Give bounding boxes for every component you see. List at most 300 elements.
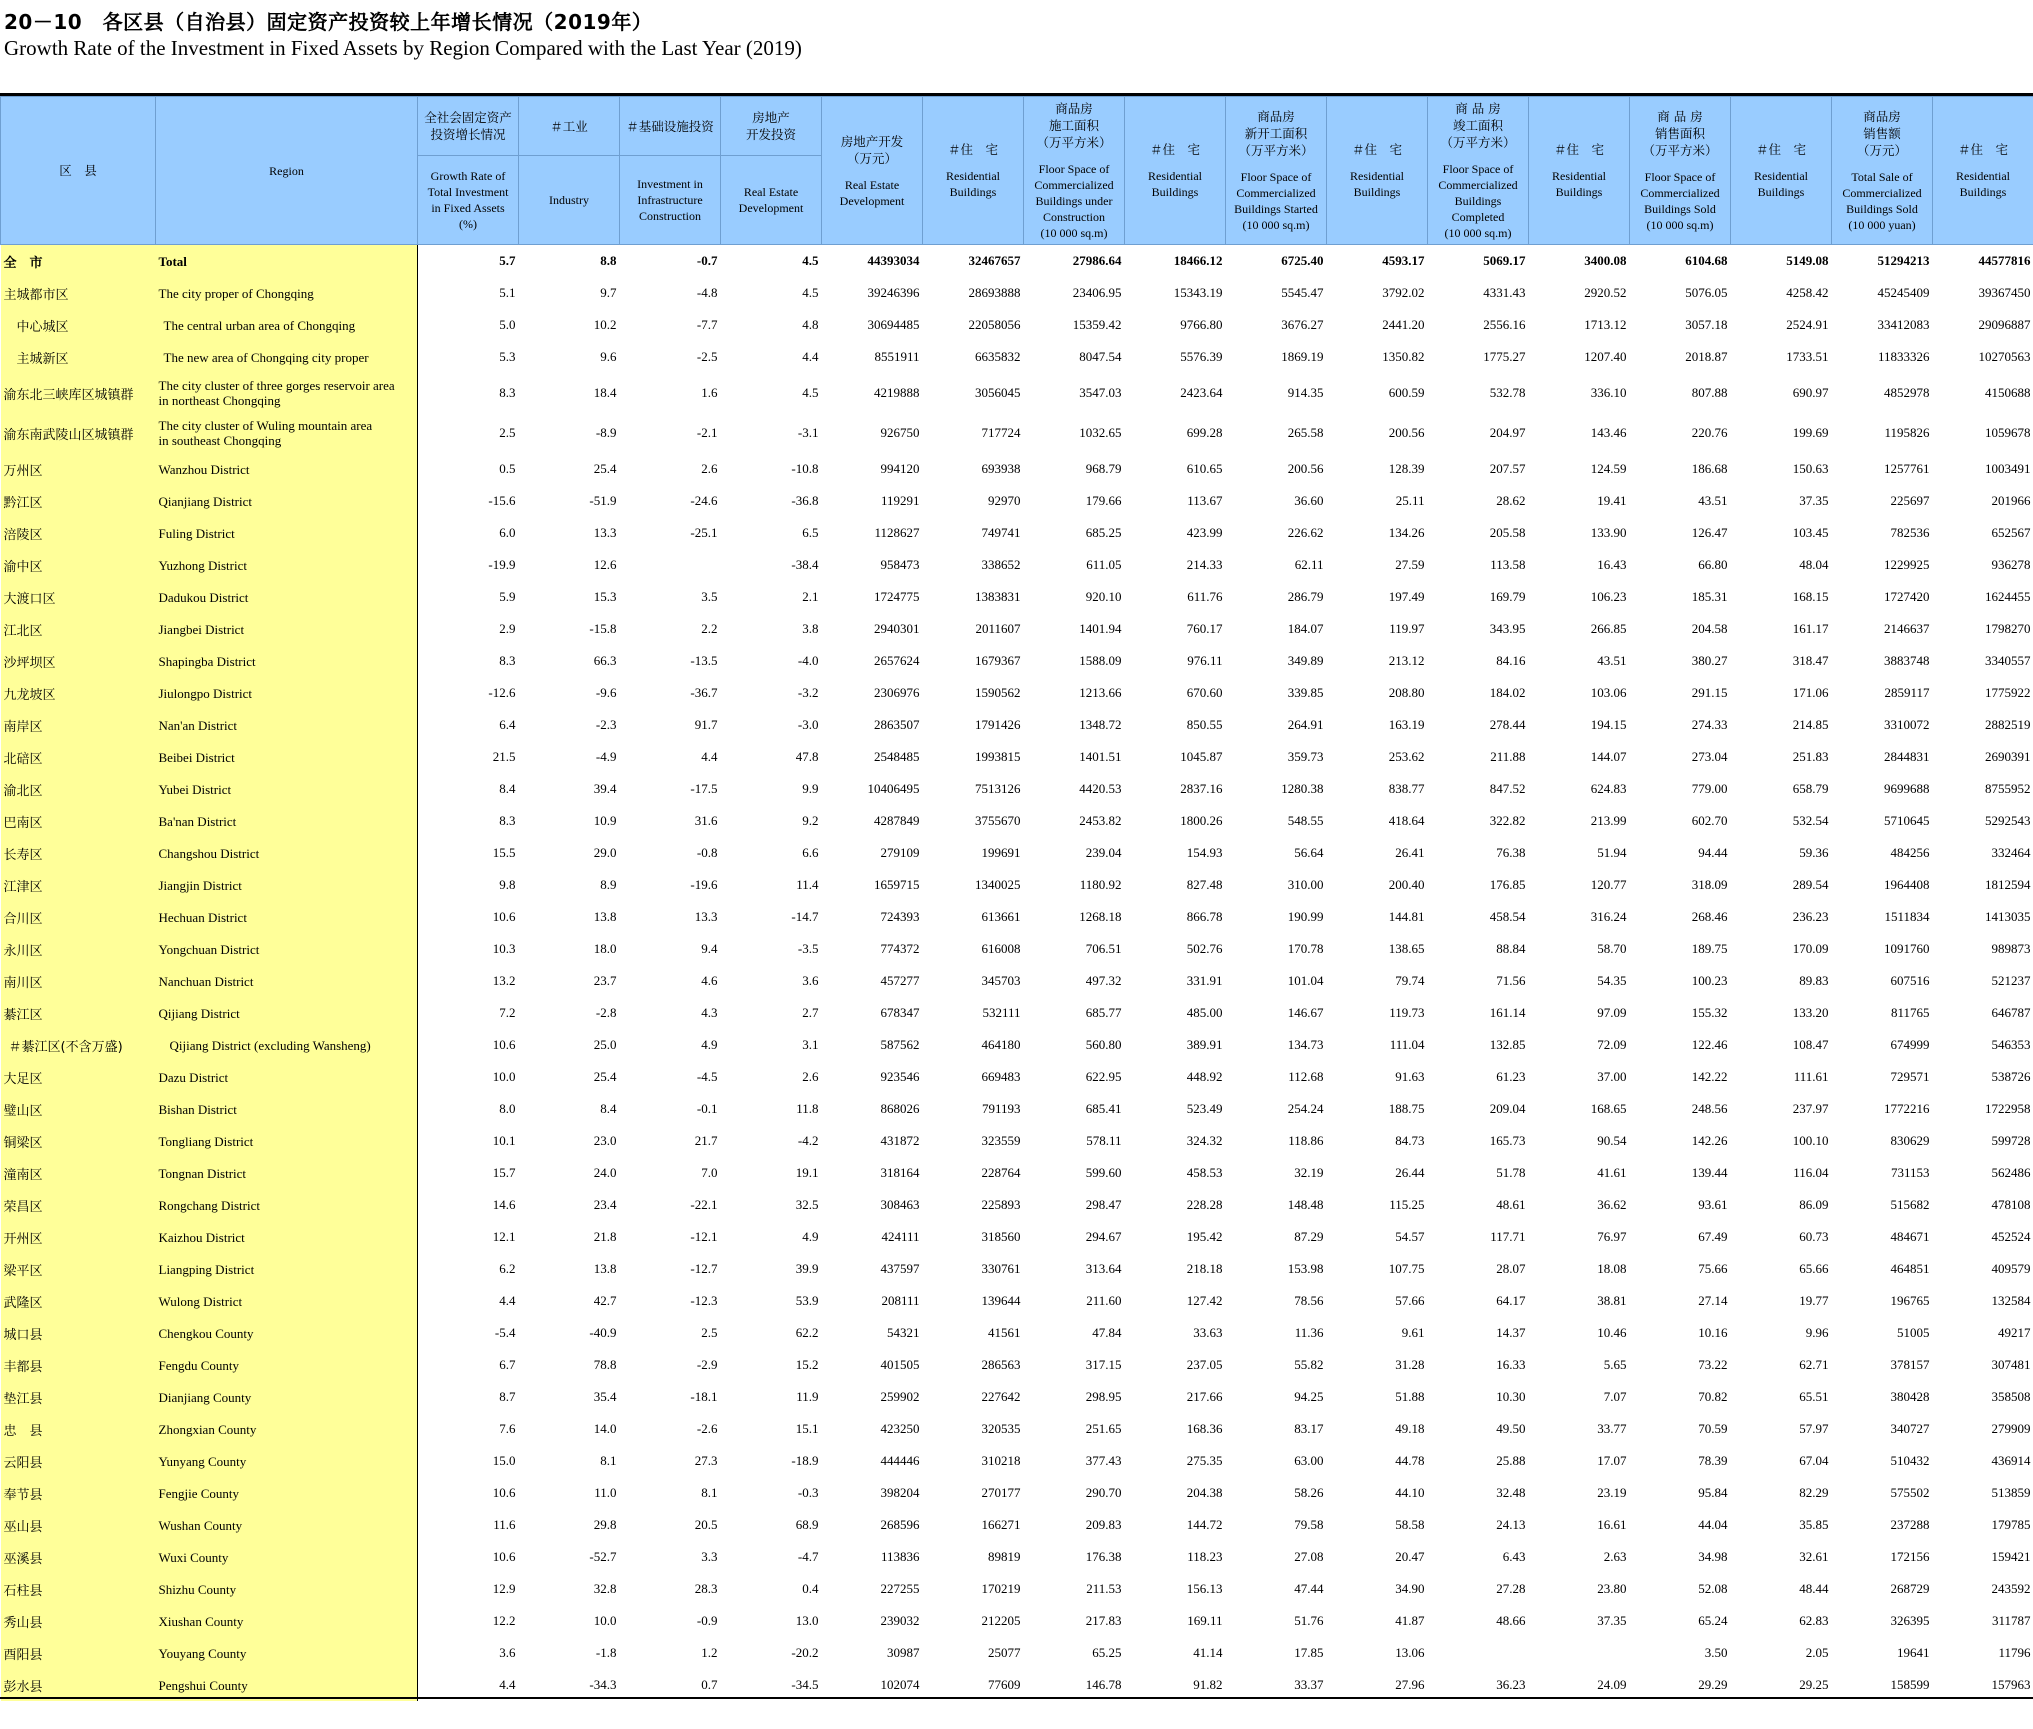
value-cell: 52.08 [1698,1581,1728,1596]
value-cell: 310218 [981,1453,1021,1468]
value-cell: 4.3 [701,1005,718,1020]
value-cell: 323559 [981,1133,1021,1148]
value-cell: 1775922 [1985,685,2031,700]
value-cell: 611.05 [1086,557,1122,572]
value-cell: 10.16 [1698,1325,1728,1340]
region-name-cn: 忠 县 [1,1413,156,1445]
header-col-13-en: Residential Buildings [1754,169,1808,199]
value-cell: 324.32 [1186,1133,1223,1148]
header-col-14 [1832,97,1933,245]
value-cell: 84.16 [1496,653,1526,668]
value-cell: 332464 [1991,845,2031,860]
value-cell: 2524.91 [1786,317,1829,332]
value-cell: 10.0 [593,1613,617,1628]
table-row [1,1541,2033,1573]
value-cell: 8.4 [499,781,516,796]
value-cell: 3057.18 [1685,317,1728,332]
value-cell: 29096887 [1978,317,2031,332]
header-col-8-cn: 商品房 新开工面积 （万平方米） [1238,109,1314,158]
value-cell: 207.57 [1489,461,1526,476]
value-cell: 2548485 [874,749,920,764]
value-cell: 3.6 [499,1645,516,1660]
value-cell: 9.4 [701,941,718,956]
value-cell: 34.98 [1698,1549,1728,1564]
value-cell: 28.07 [1496,1261,1526,1276]
value-cell: 21.7 [694,1133,718,1148]
value-cell: 1791426 [975,717,1021,732]
value-cell: 209.83 [1085,1517,1122,1532]
value-cell: 29.8 [593,1517,617,1532]
region-name-cn: 主城新区 [1,341,156,373]
region-name-en: Liangping District [156,1253,418,1285]
value-cell: -12.7 [690,1261,718,1276]
region-name-cn: 南岸区 [1,709,156,741]
value-cell: -15.6 [488,493,516,508]
value-cell: 5.1 [499,285,516,300]
value-cell: 538726 [1991,1069,2031,1084]
value-cell: 201966 [1991,493,2031,508]
value-cell: 607516 [1890,973,1930,988]
value-cell: 10.6 [492,1485,516,1500]
value-cell: 5576.39 [1180,349,1223,364]
value-cell: 133.20 [1792,1005,1829,1020]
value-cell: -4.7 [797,1549,819,1564]
value-cell: 25.4 [593,1069,617,1084]
bottom-rule [0,1697,2033,1699]
value-cell: 8.7 [499,1389,516,1404]
value-cell: 782536 [1890,525,1930,540]
value-cell: 25.88 [1496,1453,1526,1468]
value-cell: 811765 [1890,1005,1930,1020]
value-cell: -4.8 [696,285,718,300]
value-cell: 113.58 [1490,557,1526,572]
investment-growth-table [0,96,2033,1701]
value-cell: 331.91 [1186,973,1223,988]
value-cell: 75.66 [1698,1261,1728,1276]
value-cell: 58.58 [1395,1517,1425,1532]
value-cell: 5.65 [1603,1357,1627,1372]
region-name-en: Yongchuan District [156,933,418,965]
value-cell: 33.77 [1597,1421,1627,1436]
value-cell: 1059678 [1985,425,2031,440]
value-cell: 8047.54 [1079,349,1122,364]
table-row [1,805,2033,837]
table-body [1,245,2033,1702]
value-cell: 1401.51 [1079,749,1122,764]
value-cell: 82.29 [1799,1485,1829,1500]
value-cell: 11.36 [1294,1325,1324,1340]
value-cell: 33412083 [1877,317,1930,332]
table-row [1,965,2033,997]
value-cell: 239032 [880,1613,920,1628]
value-cell: 1.6 [701,385,718,400]
value-cell: 0.5 [499,461,516,476]
value-cell: 12.9 [492,1581,516,1596]
table-row [1,453,2033,485]
value-cell: -19.9 [488,557,516,572]
value-cell: 217.66 [1186,1389,1223,1404]
table-row [1,1445,2033,1477]
value-cell: 322.82 [1489,813,1526,828]
value-cell: 26.41 [1395,845,1425,860]
header-col-6 [1024,97,1125,245]
region-name-cn: 江北区 [1,613,156,645]
value-cell: 310.00 [1287,877,1324,892]
value-cell: 8755952 [1985,781,2031,796]
value-cell: -12.3 [690,1293,718,1308]
value-cell: 685.25 [1085,525,1122,540]
header-col-14-en: Total Sale of Commercialized Buildings Sold (10 000 yuan) [1842,170,1922,232]
table-row [1,1317,2033,1349]
header-col-8 [1226,97,1327,245]
value-cell: 24.13 [1496,1517,1526,1532]
region-name-cn: 永川区 [1,933,156,965]
value-cell: 169.11 [1187,1613,1223,1628]
value-cell: -22.1 [690,1197,718,1212]
table-row [1,677,2033,709]
value-cell: 270177 [981,1485,1021,1500]
value-cell: 49217 [1998,1325,2031,1340]
value-cell: 1180.92 [1079,877,1122,892]
value-cell: 3547.03 [1079,385,1122,400]
value-cell: 2863507 [874,717,920,732]
value-cell: 9.96 [1805,1325,1829,1340]
value-cell: 478108 [1991,1197,2031,1212]
value-cell: 989873 [1991,941,2031,956]
value-cell: 153.98 [1287,1261,1324,1276]
value-cell: 1032.65 [1079,425,1122,440]
value-cell: 11.4 [796,877,819,892]
value-cell: 48.44 [1799,1581,1829,1596]
value-cell: 18.4 [593,385,617,400]
value-cell: 409579 [1991,1261,2031,1276]
value-cell: 115.25 [1389,1197,1425,1212]
value-cell: 610.65 [1186,461,1223,476]
header-col-2-cn: ＃基础设施投资 [620,97,721,156]
value-cell: 204.97 [1489,425,1526,440]
value-cell: 9699688 [1884,781,1930,796]
value-cell: 36.62 [1597,1197,1627,1212]
value-cell: 485.00 [1186,1005,1223,1020]
value-cell: 10270563 [1978,349,2031,364]
value-cell: 10406495 [867,781,920,796]
value-cell: -40.9 [589,1325,617,1340]
value-cell: 139644 [981,1293,1021,1308]
value-cell: 91.7 [694,717,718,732]
value-cell: 1091760 [1884,941,1930,956]
table-row [1,709,2033,741]
value-cell: 60.73 [1799,1229,1829,1244]
value-cell: 27.28 [1496,1581,1526,1596]
value-cell: 1964408 [1884,877,1930,892]
value-cell: 6725.40 [1281,253,1324,268]
value-cell: 807.88 [1691,385,1728,400]
value-cell: 132584 [1991,1293,2031,1308]
value-cell: 86.09 [1799,1197,1829,1212]
value-cell: 4.9 [802,1229,819,1244]
value-cell: 41.14 [1193,1645,1223,1660]
header-col-13-cn: ＃住 宅 [1755,142,1806,157]
region-name-en: Dazu District [156,1061,418,1093]
value-cell: 25.0 [593,1037,617,1052]
value-cell: 706.51 [1085,941,1122,956]
value-cell: 48.04 [1799,557,1829,572]
value-cell: 294.67 [1085,1229,1122,1244]
value-cell: 1624455 [1985,589,2031,604]
value-cell: 44393034 [867,253,920,268]
value-cell: 16.61 [1597,1517,1627,1532]
region-name-en: Changshou District [156,837,418,869]
value-cell: 729571 [1890,1069,1930,1084]
value-cell: 57.97 [1799,1421,1829,1436]
header-col-10-cn: 商 品 房 竣工面积 （万平方米） [1440,101,1516,150]
value-cell: 71.56 [1496,973,1526,988]
value-cell: 502.76 [1186,941,1223,956]
value-cell: 286.79 [1287,589,1324,604]
value-cell: 685.77 [1085,1005,1122,1020]
value-cell: -14.7 [791,909,819,924]
value-cell: 43.51 [1698,493,1728,508]
value-cell: 690.97 [1792,385,1829,400]
header-row-top [1,97,2033,156]
value-cell: 560.80 [1085,1037,1122,1052]
value-cell: 4219888 [874,385,920,400]
value-cell: 11.9 [796,1389,819,1404]
table-row [1,1061,2033,1093]
value-cell: 23.4 [593,1197,617,1212]
value-cell: 16.43 [1597,557,1627,572]
value-cell: 3.5 [701,589,718,604]
value-cell: 731153 [1890,1165,1930,1180]
value-cell: 168.65 [1590,1101,1627,1116]
value-cell: 208.80 [1388,685,1425,700]
value-cell: 79.74 [1395,973,1425,988]
value-cell: 11796 [1998,1645,2031,1660]
value-cell: 176.85 [1489,877,1526,892]
value-cell: -4.9 [595,749,617,764]
value-cell: -2.5 [696,349,718,364]
value-cell: 699.28 [1186,425,1223,440]
value-cell: 66.3 [593,653,617,668]
region-name-cn: 渝北区 [1,773,156,805]
value-cell: 154.93 [1186,845,1223,860]
value-cell: 320535 [981,1421,1021,1436]
value-cell: 4420.53 [1079,781,1122,796]
value-cell: 1800.26 [1180,813,1223,828]
value-cell: 23.80 [1597,1581,1627,1596]
value-cell: 286563 [981,1357,1021,1372]
value-cell: 15.3 [593,589,617,604]
value-cell: 484671 [1890,1229,1930,1244]
value-cell: 17.07 [1597,1453,1627,1468]
value-cell: -3.1 [797,425,819,440]
value-cell: 452524 [1991,1229,2031,1244]
value-cell: 358508 [1991,1389,2031,1404]
region-name-en: The city cluster of three gorges reservoir area in northeast Chongqing [156,373,418,413]
value-cell: 64.17 [1496,1293,1526,1308]
table-row [1,373,2033,413]
value-cell: 431872 [880,1133,920,1148]
value-cell: -36.8 [791,493,819,508]
value-cell: 120.77 [1590,877,1627,892]
value-cell: 575502 [1890,1485,1930,1500]
value-cell: 914.35 [1287,385,1324,400]
value-cell: 65.51 [1799,1389,1829,1404]
value-cell: 37.35 [1799,493,1829,508]
table-row [1,1189,2033,1221]
value-cell: 8.3 [499,385,516,400]
value-cell: 10.2 [593,317,617,332]
value-cell: 349.89 [1287,653,1324,668]
value-cell: 214.85 [1792,717,1829,732]
region-name-cn: 江津区 [1,869,156,901]
table-title-chinese: 20－10 各区县（自治县）固定资产投资较上年增长情况（2019年） [4,10,653,34]
value-cell: 13.06 [1395,1645,1425,1660]
value-cell: 458.54 [1489,909,1526,924]
region-name-en: Yuzhong District [156,549,418,581]
value-cell: 464180 [981,1037,1021,1052]
value-cell: 0.4 [802,1581,819,1596]
value-cell: 4593.17 [1382,253,1425,268]
value-cell: 88.84 [1496,941,1526,956]
value-cell: 4.8 [802,317,819,332]
value-cell: 1229925 [1884,557,1930,572]
value-cell: 15.5 [492,845,516,860]
value-cell: -3.2 [797,685,819,700]
table-row [1,645,2033,677]
value-cell: 670.60 [1186,685,1223,700]
header-col-4-cn: 房地产开发 （万元） [840,133,904,166]
value-cell: 27.14 [1698,1293,1728,1308]
region-name-en: Kaizhou District [156,1221,418,1253]
value-cell: 24.0 [593,1165,617,1180]
value-cell: 1413035 [1985,909,2031,924]
header-col-0-en: Growth Rate of Total Investment in Fixed Assets (%) [418,156,519,245]
value-cell: 16.33 [1496,1357,1526,1372]
value-cell: 18.08 [1597,1261,1627,1276]
value-cell: 119.73 [1389,1005,1425,1020]
value-cell: 111.61 [1793,1069,1829,1084]
value-cell: 89819 [988,1549,1021,1564]
region-name-en: Hechuan District [156,901,418,933]
value-cell: 27.96 [1395,1677,1425,1692]
value-cell: 14.6 [492,1197,516,1212]
value-cell: 12.1 [492,1229,516,1244]
value-cell: 13.8 [593,1261,617,1276]
header-col-7 [1125,97,1226,245]
value-cell: 2940301 [874,621,920,636]
value-cell: 200.40 [1388,877,1425,892]
value-cell: 42.7 [593,1293,617,1308]
value-cell: 55.82 [1294,1357,1324,1372]
region-name-cn: 长寿区 [1,837,156,869]
value-cell: 4.4 [499,1677,516,1692]
value-cell: 1207.40 [1584,349,1627,364]
value-cell: 94.25 [1294,1389,1324,1404]
value-cell: 73.22 [1698,1357,1728,1372]
value-cell: 35.4 [593,1389,617,1404]
value-cell: 8551911 [874,349,920,364]
value-cell: 157963 [1991,1677,2031,1692]
value-cell: 2423.64 [1180,385,1223,400]
value-cell: 968.79 [1085,461,1122,476]
value-cell: 273.04 [1691,749,1728,764]
value-cell: 155.32 [1691,1005,1728,1020]
value-cell: 103.06 [1590,685,1627,700]
value-cell: 749741 [981,525,1021,540]
value-cell: 336.10 [1590,385,1627,400]
value-cell: 156.13 [1186,1581,1223,1596]
value-cell: 190.99 [1287,909,1324,924]
value-cell: 674999 [1890,1037,1930,1052]
value-cell: 1128627 [874,525,920,540]
value-cell: 51.94 [1597,845,1627,860]
value-cell: 298.47 [1085,1197,1122,1212]
value-cell: 200.56 [1388,425,1425,440]
table-row [1,1125,2033,1157]
value-cell: 144.07 [1590,749,1627,764]
value-cell: 291.15 [1691,685,1728,700]
value-cell: 54321 [887,1325,920,1340]
value-cell: 49.50 [1496,1421,1526,1436]
value-cell: 113836 [880,1549,920,1564]
table-row [1,613,2033,645]
value-cell: 72.09 [1597,1037,1627,1052]
value-cell: 669483 [981,1069,1021,1084]
value-cell: 15.7 [492,1165,516,1180]
table-row [1,245,2033,278]
value-cell: 2859117 [1884,685,1930,700]
value-cell: 161.17 [1792,621,1829,636]
value-cell: 2556.16 [1483,317,1526,332]
value-cell: 62.2 [795,1325,819,1340]
value-cell: 253.62 [1388,749,1425,764]
value-cell: 5076.05 [1685,285,1728,300]
value-cell: 91.82 [1193,1677,1223,1692]
region-name-cn: 奉节县 [1,1477,156,1509]
value-cell: 600.59 [1388,385,1425,400]
table-header [1,97,2033,245]
value-cell: 458.53 [1186,1165,1223,1180]
value-cell: 25.4 [593,461,617,476]
value-cell: 1659715 [874,877,920,892]
value-cell: 199691 [981,845,1021,860]
header-col-4 [822,97,923,245]
value-cell: 47.84 [1092,1325,1122,1340]
value-cell: 58.70 [1597,941,1627,956]
value-cell: 35.85 [1799,1517,1829,1532]
value-cell: 389.91 [1186,1037,1223,1052]
value-cell: 41.61 [1597,1165,1627,1180]
value-cell: 143.46 [1590,425,1627,440]
value-cell: 330761 [981,1261,1021,1276]
header-col-14-cn: 商品房 销售额 （万元） [1856,109,1907,158]
value-cell: 380428 [1890,1389,1930,1404]
value-cell: 2.5 [701,1325,718,1340]
value-cell: 68.9 [795,1517,819,1532]
value-cell: 44.10 [1395,1485,1425,1500]
value-cell: 159421 [1991,1549,2031,1564]
value-cell: 13.8 [593,909,617,924]
value-cell: 2.6 [802,1069,819,1084]
value-cell: 195.42 [1186,1229,1223,1244]
value-cell: 18466.12 [1173,253,1223,268]
value-cell: 87.29 [1294,1229,1324,1244]
value-cell: 484256 [1890,845,1930,860]
value-cell: 289.54 [1792,877,1829,892]
region-name-en: Ba'nan District [156,805,418,837]
value-cell: 78.56 [1294,1293,1324,1308]
